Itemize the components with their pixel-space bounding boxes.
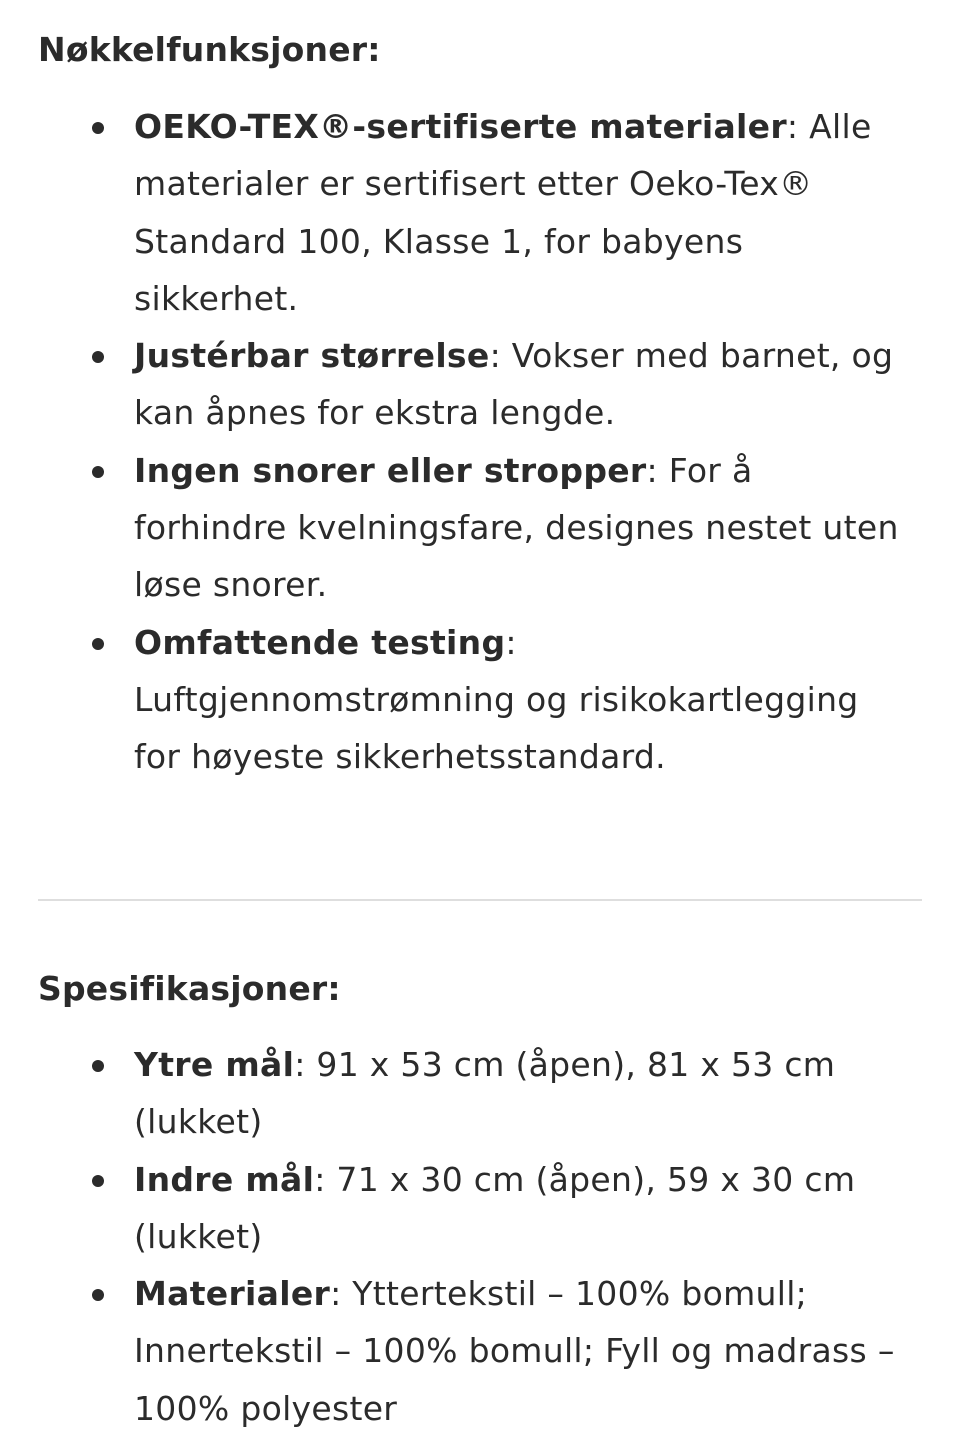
bullet-icon <box>92 1060 104 1072</box>
list-item <box>0 1151 960 1266</box>
spec-text: : 91 x 53 cm (åpen), 81 x 53 cm (lukket) <box>134 1045 836 1142</box>
list-item <box>0 1036 960 1151</box>
list-item <box>0 1265 960 1437</box>
list-item <box>0 98 960 327</box>
bullet-icon <box>92 122 104 134</box>
feature-text: : Vokser med barnet, og kan åpnes for ekstra lengde. <box>134 336 894 433</box>
key-features-heading: Nøkkelfunksjoner: <box>38 30 381 69</box>
feature-text: : Alle materialer er sertifisert etter Oeko-Tex® Standard 100, Klasse 1, for babyens sikkerhet. <box>134 107 872 318</box>
feature-text: : For å forhindre kvelningsfare, designes nestet uten løse snorer. <box>134 450 899 605</box>
spec-term: Ytre mål <box>134 1045 295 1084</box>
spec-term: Materialer <box>134 1274 331 1314</box>
list-item <box>0 442 960 614</box>
key-features-list <box>0 98 960 786</box>
bullet-icon <box>92 1175 104 1187</box>
feature-term: Justérbar størrelse <box>134 336 490 376</box>
bullet-icon <box>92 351 104 363</box>
feature-term: Omfattende testing <box>134 622 506 662</box>
bullet-icon <box>92 466 104 478</box>
feature-term: Ingen snorer eller stropper <box>134 450 647 490</box>
spec-text: : Yttertekstil – 100% bomull; Innertekstil – 100% bomull; Fyll og madrass – 100% polyester <box>134 1274 895 1428</box>
section-divider <box>38 899 922 901</box>
list-item <box>0 614 960 786</box>
list-item <box>0 327 960 442</box>
specifications-heading: Spesifikasjoner: <box>38 969 341 1008</box>
bullet-icon <box>92 638 104 650</box>
spec-term: Indre mål <box>134 1159 315 1199</box>
feature-text: : Luftgjennomstrømning og risikokartlegging for høyeste sikkerhetsstandard. <box>134 622 859 777</box>
bullet-icon <box>92 1289 104 1301</box>
specifications-list <box>0 1036 960 1437</box>
spec-text: : 71 x 30 cm (åpen), 59 x 30 cm (lukket) <box>134 1159 856 1256</box>
feature-term: OEKO-TEX®-sertifiserte materialer <box>134 107 787 146</box>
